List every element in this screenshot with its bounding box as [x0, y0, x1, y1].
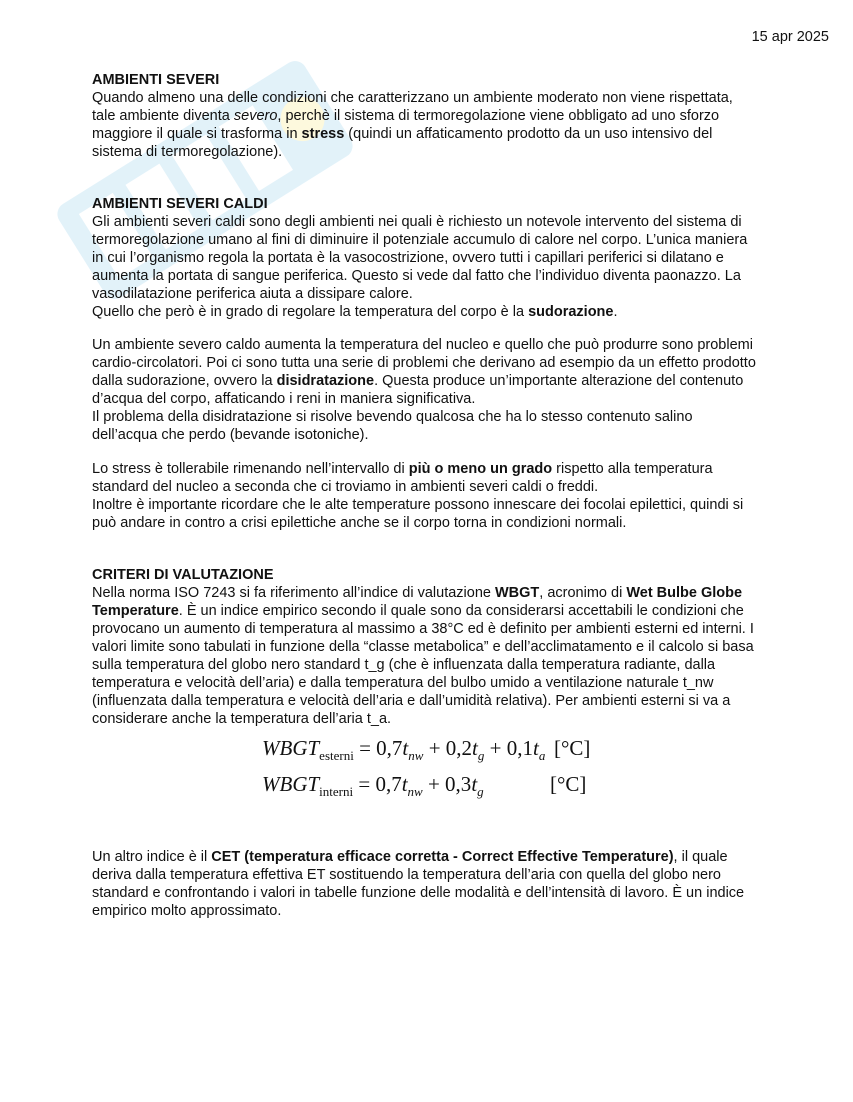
- paragraph: [92, 584, 760, 728]
- formula-term: + 0,2: [423, 736, 473, 760]
- text: Quello che però è in grado di regolare la temperatura del corpo è la: [92, 304, 529, 320]
- paragraph: Inoltre è importante ricordare che le alte temperature possono innescare dei focolai epilettici, quindi si può andare in contro a crisi epilettiche anche se il corpo torna in condizioni normali.: [92, 497, 744, 531]
- text: . È un indice empirico secondo il quale sono da considerarsi accettabili le condizioni che provocano un aumento di temperatura al massimo a 38°C ed è definito per ambienti esterni ed interni. I valori limite sono tabulati in funzione della “classe metabolica” e dell’acclimatamento e il calcolo si basa sulla temperatura del globo nero standard t_g (che è influenzata dalla temperatura radiante, dalla temperatura e velocità dell’aria) e dalla temperatura del bulbo umido a ventilazione naturale t_nw (influenzata dalla temperatura e velocità dell’aria e dall’umidità relativa). Per ambienti esterni si va a considerare anche la temperatura dell’aria t_a.: [92, 603, 754, 727]
- formula-subscript: nw: [408, 748, 424, 763]
- section-title: CRITERI DI VALUTAZIONE: [92, 567, 274, 583]
- formula-term: = 0,7: [353, 736, 403, 760]
- text: Nella norma ISO 7243 si fa riferimento all’indice di valutazione: [92, 585, 495, 601]
- formula-subscript: esterni: [319, 748, 354, 763]
- paragraph: [92, 460, 760, 496]
- paragraph: Il problema della disidratazione si risolve bevendo qualcosa che ha lo stesso contenuto salino dell’acqua che perdo (bevande isotoniche).: [92, 409, 693, 443]
- paragraph: [92, 848, 760, 920]
- text: (quindi un affaticamento prodotto da un uso intensivo del sistema di termoregolazione).: [92, 126, 713, 160]
- section-criteri-di-valutazione: [92, 566, 760, 728]
- section-title: AMBIENTI SEVERI: [92, 72, 220, 88]
- bold-text: stress: [301, 126, 345, 142]
- page-date: 15 apr 2025: [751, 29, 829, 45]
- text: rispetto alla temperatura standard del nucleo a seconda che ci troviamo in ambienti severi caldi o freddi.: [92, 461, 713, 495]
- formula-subscript: g: [477, 748, 485, 763]
- bold-text: sudorazione: [528, 304, 614, 320]
- formula-term: + 0,3: [422, 772, 472, 796]
- paragraph: [92, 89, 760, 161]
- formula-unit: [°C]: [554, 736, 591, 760]
- section-paragraph-group: [92, 336, 760, 444]
- formula-symbol: t: [402, 736, 409, 760]
- text: , il quale deriva dalla temperatura effettiva ET sostituendo la temperatura dell’aria con quella del globo nero standard e confrontando i valori in tabelle funzione delle modalità e dell’intensità di lavoro. È un indice empirico molto approssimato.: [92, 849, 745, 919]
- text: , perchè il sistema di termoregolazione viene obbligato ad uno sforzo maggiore il quale si trasforma in: [92, 108, 720, 142]
- formula-symbol: t: [532, 736, 539, 760]
- formula-symbol: t: [471, 772, 478, 796]
- formula-subscript: a: [538, 748, 546, 763]
- formula-term: = 0,7: [353, 772, 402, 796]
- formula-wbgt-interni: [262, 772, 622, 808]
- text: Un ambiente severo caldo aumenta la temperatura del nucleo e quello che può produrre sono problemi cardio-circolatori. Poi ci sono tutta una serie di problemi che derivano ad esempio da un effetto prodotto dalla sudorazione, ovvero la: [92, 337, 756, 389]
- text: , acronimo di: [539, 585, 627, 601]
- formula-symbol: t: [472, 736, 478, 760]
- section-paragraph-group: [92, 460, 760, 532]
- formula-symbol: WBGT: [262, 772, 320, 796]
- section-title: AMBIENTI SEVERI CALDI: [92, 196, 268, 212]
- bold-text: CET (temperatura efficace corretta - Correct Effective Temperature): [211, 849, 674, 865]
- italic-text: severo: [233, 108, 278, 124]
- paragraph: [92, 303, 760, 321]
- bold-text: più o meno un grado: [408, 461, 553, 477]
- paragraph: [92, 336, 760, 408]
- formula-term: + 0,1: [484, 736, 533, 760]
- formula-symbol: t: [401, 772, 408, 796]
- text: .: [613, 304, 618, 320]
- section-cet: [92, 848, 760, 920]
- bold-text: Wet Bulbe Globe Temperature: [92, 585, 743, 619]
- formula-expression: [262, 736, 545, 764]
- formula-unit: [°C]: [550, 772, 587, 796]
- formula-wbgt-esterni: [262, 736, 622, 772]
- formula-symbol: WBGT: [262, 736, 320, 760]
- bold-text: WBGT: [494, 585, 540, 601]
- formula-subscript: nw: [407, 784, 423, 799]
- section-ambienti-severi-caldi: [92, 195, 760, 321]
- text: . Questa produce un’importante alterazione del contenuto d’acqua del corpo, affaticando i reni in maniera significativa.: [92, 373, 744, 407]
- text: Quando almeno una delle condizioni che caratterizzano un ambiente moderato non viene rispettata, tale ambiente diventa: [92, 90, 733, 124]
- bold-text: disidratazione: [276, 373, 375, 389]
- formula-subscript: interni: [319, 784, 354, 799]
- formula-subscript: g: [477, 784, 484, 799]
- paragraph: Gli ambienti severi caldi sono degli ambienti nei quali è richiesto un notevole intervento del sistema di termoregolazione umano al fini di diminuire il potenziale accumulo di calore nel corpo. L’unica maniera in cui l’organismo regola la portata è la vasocostrizione, ovvero tutti i capillari periferici si dilatano e aumenta la portata di sangue periferica. Questo si vede dal fatto che l’individuo diventa paonazzo. La vasodilatazione periferica aiuta a dissipare calore.: [92, 214, 748, 302]
- text: Lo stress è tollerabile rimenando nell’intervallo di: [92, 461, 409, 477]
- wbgt-formulas: [262, 736, 622, 808]
- formula-expression: [262, 772, 484, 800]
- section-ambienti-severi: [92, 71, 760, 161]
- text: Un altro indice è il: [92, 849, 212, 865]
